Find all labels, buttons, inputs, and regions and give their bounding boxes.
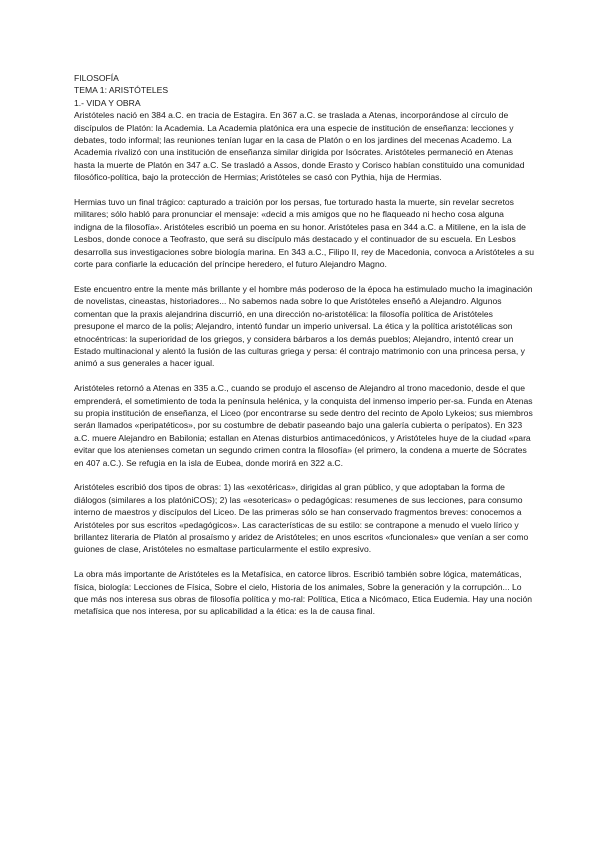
section-heading: 1.- VIDA Y OBRA	[74, 97, 141, 108]
paragraph-hermias: Hermias tuvo un final trágico: capturado a traición por los persas, fue torturado hasta la muerte, sin revelar secretos militares; sólo habló para pronunciar el mensaje: «decid a mis amigos que no he flaqueado ni hecho cosa alguna indigna de la filosofía». Aristóteles escribió un poema en su honor. Aristóteles pasa en 344 a.C. a Mitilene, en la isla de Lesbos, donde conoce a Teofrasto, que será su discípulo más destacado y el continuador de su escuela. En Lesbos desarrolla sus investigaciones sobre biología marina. En 343 a.C., Filipo II, rey de Macedonia, convoca a Aristóteles a su corte para confiarle la educación del príncipe heredero, el futuro Alejandro Magno.	[74, 197, 535, 270]
paragraph-obras-tipos: Aristóteles escribió dos tipos de obras: 1) las «exotéricas», dirigidas al gran público, y que adoptaban la forma de diálogos (similares a los platóniCOS); 2) las «esotericas» o pedagógicas: resumenes de sus lecciones, para consumo interno de maestros y discípulos del Liceo. De las primeras sólo se han conservado fragmentos breves: conocemos a Aristóteles por sus escritos «pedagógicos». Las características de su estilo: se contrapone a menudo el vuelo lírico y brillantez literaria de Platón al prosaísmo y aridez de Aristóteles; en unos escritos «funcionales» que venían a ser como guiones de clase, Aristóteles no esmaltase particularmente el estilo expresivo.	[74, 482, 529, 555]
subject-heading: FILOSOFÍA	[74, 73, 119, 83]
paragraph-alejandro: Este encuentro entre la mente más brillante y el hombre más poderoso de la época ha estimulado mucho la imaginación de novelistas, cineastas, historiadores... No sabemos nada sobre lo que Aristóteles enseñó a Alejandro. Algunos comentan que la praxis alejandrina discurrió, en una dirección no-aristotélica: la filosofía política de Aristóteles presupone el marco de la polis; Alejandro, intentó fundar un imperio universal. La ética y la política aristotélicas son etnocéntricas: la superioridad de los griegos, y considera bárbaros a los demás pueblos; Alejandro, intentó crear un Estado multinacional y alentó la fusión de las culturas griega y persa: él contrajo matrimonio con una princesa persa, y animó a sus generales a hacer igual.	[74, 283, 533, 369]
topic-heading: TEMA 1: ARISTÓTELES	[74, 85, 169, 96]
paragraph-metafisica: La obra más importante de Aristóteles es la Metafísica, en catorce libros. Escribió también sobre lógica, matemáticas, física, biología: Lecciones de Física, Sobre el cielo, Historia de los animales, Sobre la generación y la corrupción... Lo que más nos interesa sus obras de filosofía política y mo-ral: Política, Etica a Nicómaco, Etica Eudemia. Hay una noción metafísica que nos interesa, por su aplicabilidad a la ética: es la de causa final.	[74, 569, 533, 617]
paragraph-life-early: Aristóteles nació en 384 a.C. en tracia de Estagira. En 367 a.C. se traslada a Atenas, incorporándose al círculo de discípulos de Platón: la Academia. La Academia platónica era una especie de institución de enseñanza: lecciones y debates, todo informal; las reuniones tenían lugar en la casa de Platón o en los jardines del mecenas Academo. La Academia rivalizó con una institución de enseñanza similar dirigida por Isócrates. Aristóteles permaneció en Atenas hasta la muerte de Platón en 347 a.C. Se trasladó a Assos, donde Erasto y Corisco habían constituido una comunidad filosófico-política, bajo la protección de Hermias; Aristóteles se casó con Pythia, hija de Hermias.	[74, 110, 525, 183]
document-page	[74, 72, 534, 630]
paragraph-liceo: Aristóteles retornó a Atenas en 335 a.C., cuando se produjo el ascenso de Alejandro al trono macedonio, desde el que emprenderá, el sometimiento de toda la península helénica, y la conquista del inmenso imperio per-sa. Funda en Atenas su propia institución de enseñanza, el Liceo (por encontrarse su sede dentro del recinto de Apolo Lykeios; sus miembros serán llamados «peripatéticos», por su costumbre de debatir paseando bajo una galería cubierta o perípatos). En 323 a.C. muere Alejandro en Babilonia; estallan en Atenas disturbios antimacedónicos, y Aristóteles huye de la ciudad «para evitar que los atenienses cometan un segundo crimen contra la filosofía» (el primero, la condena a muerte de Sócrates en 407 a.C.). Se refugia en la isla de Eubea, donde morirá en 322 a.C.	[74, 383, 533, 468]
